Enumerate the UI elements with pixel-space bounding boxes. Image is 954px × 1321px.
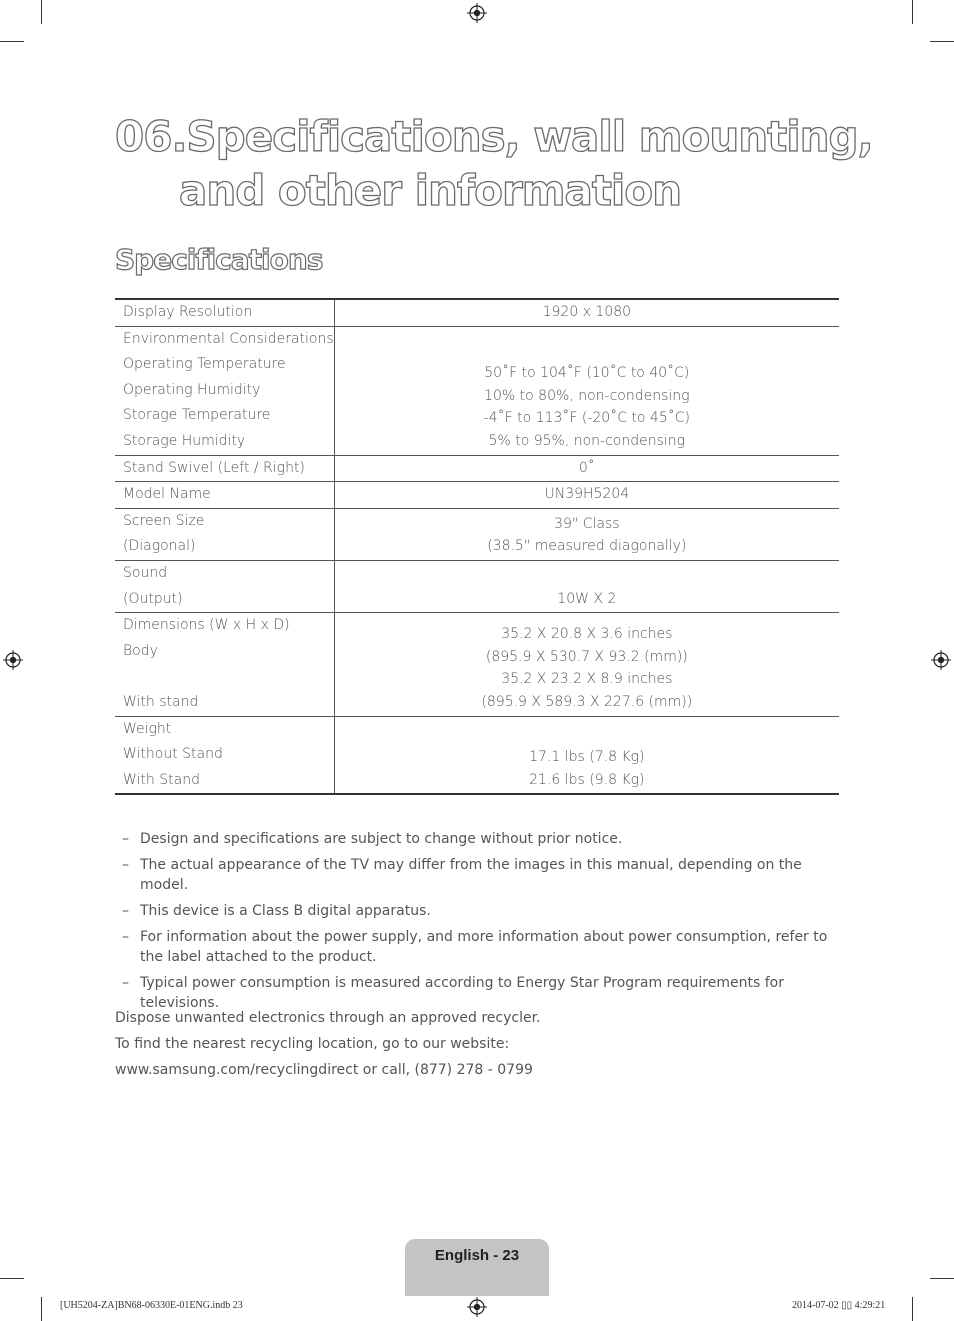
spec-label: Storage Humidity	[123, 432, 246, 449]
note-text: The actual appearance of the TV may differ from the images in this manual, depending on the model.	[140, 857, 802, 893]
chapter-title-line1: 06.Specifications, wall mounting,	[115, 112, 873, 161]
spec-label: Without Stand	[123, 746, 223, 763]
spec-value: 10% to 80%, non-condensing	[484, 387, 690, 404]
spec-label: (Diagonal)	[123, 538, 196, 555]
spec-value: 5% to 95%, non-condensing	[488, 432, 686, 449]
spec-value: UN39H5204	[544, 486, 630, 503]
spec-label: (Output)	[123, 590, 183, 607]
crop-mark	[912, 0, 913, 24]
spec-label: Screen Size	[123, 512, 205, 529]
note-item	[122, 927, 842, 967]
spec-label: Storage Temperature	[123, 407, 271, 424]
spec-row	[115, 326, 839, 455]
spec-value: 17.1 lbs (7.8 Kg)	[529, 749, 645, 766]
spec-label: Operating Temperature	[123, 356, 286, 373]
spec-label: Stand Swivel (Left / Right)	[123, 459, 305, 476]
spec-value-cell	[334, 299, 839, 326]
chapter-title	[115, 110, 875, 218]
crop-mark	[0, 1278, 24, 1279]
spec-value: (38.5" measured diagonally)	[487, 538, 687, 555]
spec-label: With Stand	[123, 771, 200, 788]
spec-value: 21.6 lbs (9.8 Kg)	[529, 771, 645, 788]
note-item	[122, 829, 842, 849]
spec-label-cell	[115, 482, 334, 509]
spec-value: 1920 x 1080	[542, 304, 632, 320]
spec-label: Body	[123, 642, 158, 659]
spec-value-cell	[334, 326, 839, 455]
registration-mark-icon	[467, 1297, 487, 1317]
note-item	[122, 901, 842, 921]
registration-mark-icon	[467, 3, 487, 23]
note-text: Typical power consumption is measured according to Energy Star Program requirements for televisions.	[140, 975, 784, 1011]
crop-mark	[930, 41, 954, 42]
crop-mark	[41, 0, 42, 24]
note-text: For information about the power supply, and more information about power consumption, refer to the label attached to the product.	[140, 929, 828, 965]
spec-row	[115, 716, 839, 794]
note-bullet: –	[122, 929, 129, 945]
spec-row	[115, 613, 839, 716]
crop-mark	[41, 1297, 42, 1321]
spec-value: 35.2 X 20.8 X 3.6 inches	[501, 626, 673, 643]
notes-list	[122, 829, 842, 1019]
spec-value: 39" Class	[554, 515, 620, 532]
note-text: This device is a Class B digital apparatus.	[140, 903, 431, 919]
spec-label: Dimensions (W x H x D)	[123, 617, 290, 634]
spec-row	[115, 482, 839, 509]
spec-row	[115, 455, 839, 482]
chapter-title-line2: and other information	[179, 166, 682, 215]
spec-value-cell	[334, 482, 839, 509]
note-bullet: –	[122, 903, 129, 919]
spec-value: 10W X 2	[557, 590, 617, 607]
note-item	[122, 855, 842, 895]
spec-value-cell	[334, 560, 839, 612]
spec-label-cell	[115, 299, 334, 326]
spec-label: Model Name	[123, 486, 211, 503]
spec-label-cell	[115, 508, 334, 560]
spec-value-cell	[334, 613, 839, 716]
spec-label: With stand	[123, 693, 199, 710]
spec-row	[115, 299, 839, 326]
spec-row	[115, 560, 839, 612]
spec-label-cell	[115, 455, 334, 482]
spec-value: 0˚	[578, 459, 595, 476]
registration-mark-icon	[3, 650, 23, 670]
note-bullet: –	[122, 975, 129, 991]
spec-label-cell	[115, 613, 334, 716]
spec-label: Operating Humidity	[123, 381, 261, 398]
page-number-tab	[405, 1239, 549, 1296]
crop-mark	[912, 1297, 913, 1321]
specifications-table	[115, 298, 839, 795]
spec-value: -4˚F to 113˚F (-20˚C to 45˚C)	[483, 410, 690, 427]
recycling-info	[115, 1005, 541, 1083]
crop-mark	[930, 1278, 954, 1279]
spec-value: (895.9 X 530.7 X 93.2 (mm))	[485, 648, 688, 665]
spec-label-cell	[115, 560, 334, 612]
page-number: English - 23	[434, 1247, 520, 1264]
spec-label: Environmental Considerations	[123, 330, 334, 347]
print-slug-file: [UH5204-ZA]BN68-06330E-01ENG.indb 23	[60, 1300, 243, 1311]
spec-value-cell	[334, 508, 839, 560]
recycling-line: To find the nearest recycling location, go to our website:	[115, 1036, 510, 1052]
spec-label-cell	[115, 326, 334, 455]
spec-value-cell	[334, 455, 839, 482]
spec-row	[115, 508, 839, 560]
spec-value: (895.9 X 589.3 X 227.6 (mm))	[481, 693, 693, 710]
section-title: Specifications	[115, 243, 323, 276]
spec-value-cell	[334, 716, 839, 794]
spec-value: 50˚F to 104˚F (10˚C to 40˚C)	[484, 365, 690, 382]
spec-label: Sound	[123, 564, 168, 581]
spec-label-cell	[115, 716, 334, 794]
spec-value: 35.2 X 23.2 X 8.9 inches	[501, 671, 673, 688]
note-bullet: –	[122, 857, 129, 873]
recycling-line: Dispose unwanted electronics through an approved recycler.	[115, 1010, 541, 1026]
spec-label: Weight	[123, 720, 172, 737]
note-text: Design and specifications are subject to change without prior notice.	[140, 831, 623, 847]
registration-mark-icon	[931, 650, 951, 670]
spec-label: Display Resolution	[123, 304, 253, 320]
print-slug-date: 2014-07-02 ▯▯ 4:29:21	[792, 1300, 886, 1311]
crop-mark	[0, 41, 24, 42]
spec-label	[123, 664, 334, 690]
note-bullet: –	[122, 831, 129, 847]
recycling-link[interactable]: www.samsung.com/recyclingdirect or call, (877) 278 - 0799	[115, 1062, 533, 1078]
